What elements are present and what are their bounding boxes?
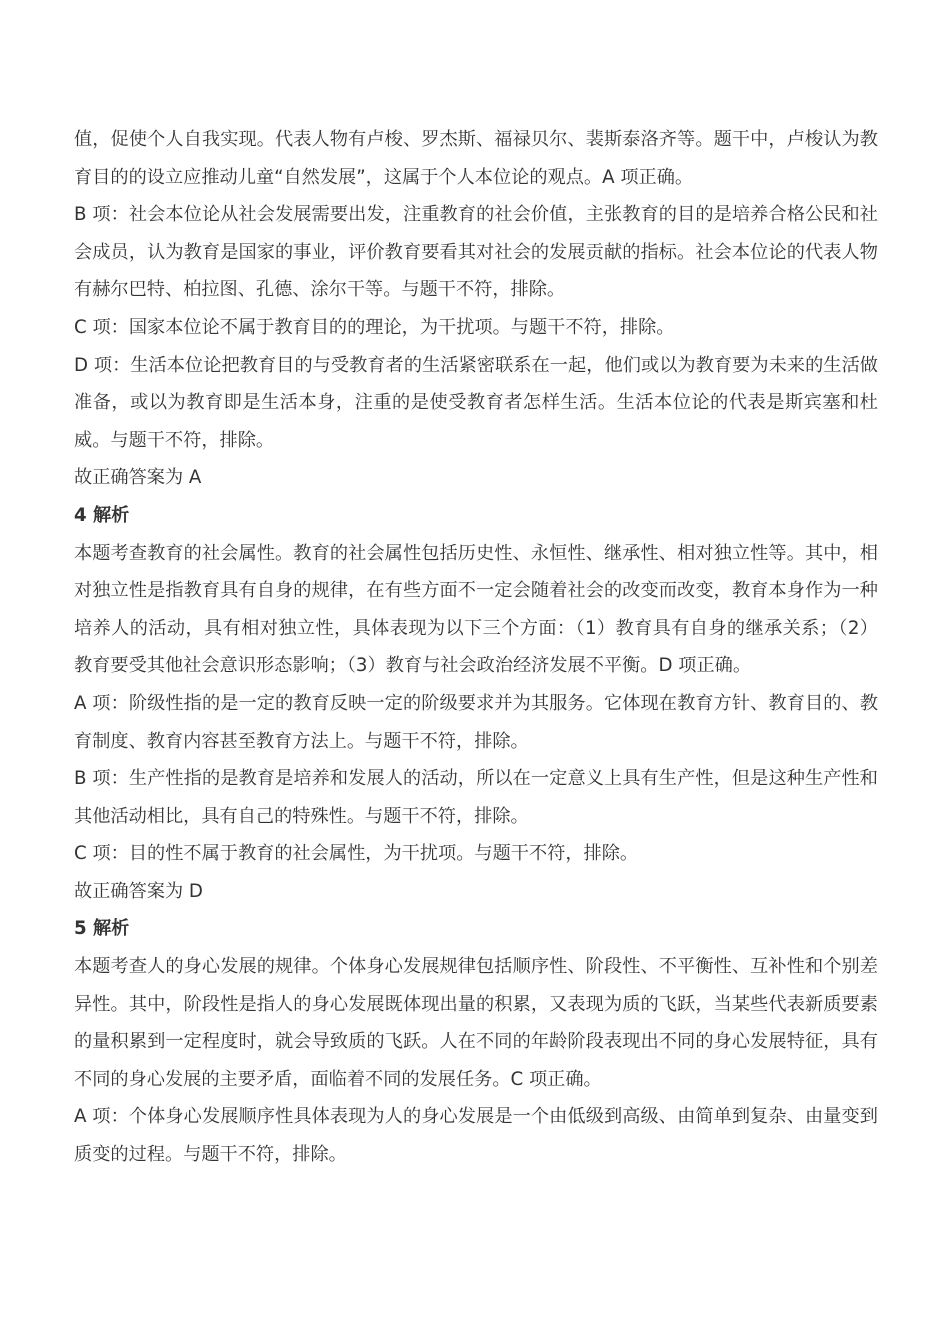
paragraph-q5-intro: 本题考查人的身心发展的规律。个体身心发展规律包括顺序性、阶段性、不平衡性、互补性和个别差异性。其中，阶段性是指人的身心发展既体现出量的积累，又表现为质的飞跃，当某些代表新质要素的量积累到一定程度时，就会导致质的飞跃。人在不同的年龄阶段表现出不同的身心发展特征，具有不同的身心发展的主要矛盾，面临着不同的发展任务。C 项正确。 [74,956,878,1090]
paragraph-q5-option-a: A 项：个体身心发展顺序性具体表现为人的身心发展是一个由低级到高级、由简单到复杂、由量变到质变的过程。与题干不符，排除。 [74,1106,878,1166]
paragraph-q4-option-b: B 项：生产性指的是教育是培养和发展人的活动，所以在一定意义上具有生产性，但是这种生产性和其他活动相比，具有自己的特殊性。与题干不符，排除。 [74,768,878,827]
paragraph-q4-option-c: C 项：目的性不属于教育的社会属性，为干扰项。与题干不符，排除。 [74,843,639,865]
paragraph-q3-option-b: B 项：社会本位论从社会发展需要出发，注重教育的社会价值，主张教育的目的是培养合格公民和社会成员，认为教育是国家的事业，评价教育要看其对社会的发展贡献的指标。社会本位论的代表人物有赫尔巴特、柏拉图、孔德、涂尔干等。与题干不符，排除。 [74,204,878,301]
paragraph-q3-conclusion: 值，促使个人自我实现。代表人物有卢梭、罗杰斯、福禄贝尔、裴斯泰洛齐等。题干中，卢梭认为教育目的的设立应推动儿童“自然发展”，这属于个人本位论的观点。A 项正确。 [74,129,878,188]
answer-q4: 故正确答案为 D [74,880,203,902]
heading-q4-analysis: 4 解析 [74,504,130,526]
paragraph-q4-intro: 本题考查教育的社会属性。教育的社会属性包括历史性、永恒性、继承性、相对独立性等。其中，相对独立性是指教育具有自身的规律，在有些方面不一定会随着社会的改变而改变，教育本身作为一种培养人的活动，具有相对独立性，具体表现为以下三个方面：（1）教育具有自身的继承关系；（2）教育要受其他社会意识形态影响；（3）教育与社会政治经济发展不平衡。D 项正确。 [74,542,878,677]
paragraph-q4-option-a: A 项：阶级性指的是一定的教育反映一定的阶级要求并为其服务。它体现在教育方针、教育目的、教育制度、教育内容甚至教育方法上。与题干不符，排除。 [74,692,878,752]
paragraph-q3-option-c: C 项：国家本位论不属于教育目的的理论，为干扰项。与题干不符，排除。 [74,316,675,338]
heading-q5-analysis: 5 解析 [74,918,130,940]
answer-q3: 故正确答案为 A [74,467,202,489]
paragraph-q3-option-d: D 项：生活本位论把教育目的与受教育者的生活紧密联系在一起，他们或以为教育要为未来的生活做准备，或以为教育即是生活本身，注重的是使受教育者怎样生活。生活本位论的代表是斯宾塞和杜威。与题干不符，排除。 [74,354,878,451]
